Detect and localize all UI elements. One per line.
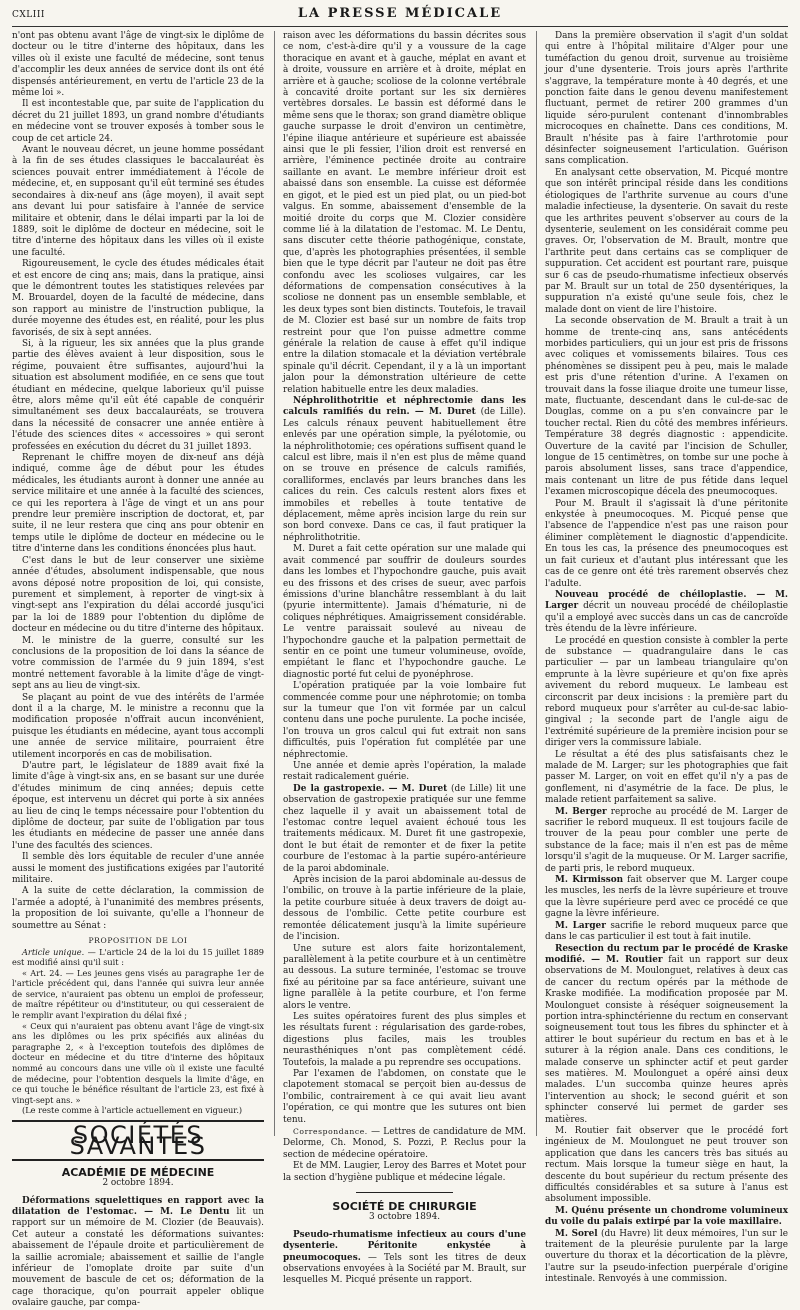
topic-text: — Lettres de candidature de MM. Delorme, Ch. Monod, S. Pozzi, P. Reclus pour la section de médecine opératoire. [283, 1127, 526, 1160]
paragraph: L'opération pratiquée par la voie lombaire fut commencée comme pour une néphrotomie; on tomba sur la tumeur que l'on vit formée par un calcul contenu dans une poche purulente. La poche incisée, l'on trouva un gros calcul qui fut extrait non sans difficultés, puis l'opération fut complétée par une néphrectomie. [283, 681, 526, 760]
speaker-name: — M. Routier [585, 954, 663, 965]
paragraph: Les suites opératoires furent des plus simples et les résultats furent : régularisation des garde-robes, digestions plus faciles, mais les troubles neurasthéniques n'ont pas complètement cédé. Toutefois, la malade a pu reprendre ses occupations. [283, 1011, 526, 1068]
paragraph: D'autre part, le législateur de 1889 avait fixé la limite d'âge à vingt-six ans, en se basant sur une durée d'études minimum de cinq années; depuis cette époque, est intervenu un décret qui porte à six années au lieu de cinq le temps nécessaire pour l'obtention du diplôme de docteur, par suite de l'obligation par tous les étudiants en médecine de passer une année dans l'une des facultés des sciences. [12, 761, 264, 851]
topic-title: Pseudo-rhumatisme infectieux au cours d'une dysenterie. Péritonite enkystée à pneumocoques. [283, 1229, 526, 1263]
topic-text: (de Lille). Les calculs rénaux peuvent habituellement être enlevés par une opération simple, la pyélotomie, ou la néphrolithotomie; ces opérations suffisent quand le calcul est libre, mais il n'en est plus de même quand on se trouve en présence de calculs ramifiés, coralliformes, enclavés par leurs branches dans les calices du rein. Ces calculs restent alors fixes et immobiles et rebelles à toute tentative de déplacement, même après incision large du rein sur son bord convexe. Dans ce cas, il faut pratiquer la néphrolithotritie. [283, 407, 527, 543]
paragraph: C'est dans le but de leur conserver une sixième année d'études, absolument indispensable, que nous avons déposé notre proposition de loi, qui consiste, purement et simplement, à reporter de vingt-six à vingt-sept ans l'expiration du délai accordé jusqu'ici par la loi de 1889 pour l'obtention du diplôme de docteur en médecine ou du titre d'interne des hôpitaux. [12, 555, 264, 635]
topic-title: Déformations squelettiques en rapport avec la dilatation de l'estomac. [12, 1195, 264, 1218]
speaker-name: — M. Duret [384, 783, 448, 794]
article-columns [12, 31, 789, 1309]
section-rule [356, 1192, 453, 1193]
paragraph: La seconde observation de M. Brault a trait à un homme de trente-cinq ans, sans antécédents morbides particuliers, qui un jour est pris de frissons avec coliques et vomissements bilaires. Tous ces phénomènes se dissipent peu à peu, mais le malade est pris d'une rétention d'urine. A l'examen on trouvait dans la fosse iliaque droite une tumeur lisse, mate, fluctuante, descendant dans le cul-de-sac de Douglas, comme on a pu s'en convaincre par le toucher rectal. Rien du côté des membres inférieurs. Température 38 degrés diagnostic : appendicite. Ouverture de la cavité par l'incision de Schuller, longue de 15 centimètres, on tombe sur une poche à parois absolument lisses, sans trace d'appendice, mais contenant un litre de pus fétide dans lequel l'examen microscopique décela des pneumocoques. [545, 316, 788, 498]
paragraph: M. le ministre de la guerre, consulté sur les conclusions de la proposition de loi dans la séance de votre commission de l'armée du 9 juin 1894, s'est montré nettement favorable à la limite d'âge de vingt-sept ans au lieu de vingt-six. [12, 635, 264, 692]
paragraph [283, 784, 526, 875]
paragraph: Se plaçant au point de vue des intérêts de l'armée dont il a la charge, M. le ministre a reconnu que la modification proposée n'offrait aucun inconvénient, puisque les étudiants en médecine, ayant tous accompli une année de service militaire, pourraient être utilement incorporés en cas de mobilisation. [12, 692, 264, 760]
law-article [12, 947, 264, 968]
paragraph [283, 1230, 526, 1287]
paragraph [545, 921, 788, 944]
society-title: SOCIÉTÉ DE CHIRURGIE [332, 1200, 477, 1214]
page-folio: CXLIII [12, 10, 45, 20]
law-paragraph: « Ceux qui n'auraient pas obtenu avant l'âge de vingt-six ans les diplômes ou les prix spécifiés aux alinéas du paragraphe 2, « à l'exception toutefois des diplômes de docteur en médecine et du titre d'interne des hôpitaux nommé au concours dans une ville où il existe une faculté de médecine, pour l'obtention desquels la limite d'âge, en ce qui touche le bénéfice résultant de l'article 23, est fixé à vingt-sept ans. » [12, 1020, 264, 1105]
paragraph [545, 807, 788, 875]
topic-title: Resection du rectum par le procédé de Kraske modifié. [545, 943, 788, 965]
paragraph [545, 944, 788, 1127]
paragraph [545, 875, 788, 921]
topic-text: présente un chondrome volumineux du voile du palais extirpé par la voie maxillaire. [545, 1205, 788, 1228]
topic-text: — Tels sont les titres de deux observations envoyées à la Société par M. Brault, sur lesquelles M. Picqué présente un rapport. [283, 1252, 526, 1286]
paragraph: Une année et demie après l'opération, la malade restait radicalement guérie. [283, 761, 526, 783]
society-date: 3 octobre 1894. [368, 1212, 441, 1223]
law-lead: Article unique. [22, 946, 85, 957]
topic-title: Correspondance. [293, 1127, 368, 1136]
paragraph: M. Routier fait observer que le procédé fort ingénieux de M. Moulonguet ne peut trouver son application que dans les cancers très bas situés au rectum. Mais lorsque la tumeur siège en haut, la descente du bout supérieur du rectum présente des difficultés considérables et sa suture à l'anus est absolument impossible. [545, 1126, 788, 1205]
speaker-name: — M. Larger [545, 589, 789, 612]
topic-title: Nouveau procédé de chéiloplastie. [555, 589, 747, 600]
paragraph [545, 590, 788, 636]
page-header [12, 6, 788, 27]
paragraph: Le résultat a été des plus satisfaisants chez le malade de M. Larger; sur les photographies que fait passer M. Larger, on voit en effet qu'il n'y a pas de gonflement, ni d'asymétrie de la face. De plus, le malade retient parfaitement sa salive. [545, 749, 788, 806]
law-paragraph: « Art. 24. — Les jeunes gens visés au paragraphe 1er de l'article précédent qui, dans l'année qui suivra leur année de service, n'auraient pas obtenu un emploi de professeur, de maître répétiteur ou d'instituteur, ou qui cesseraient de le remplir avant l'expiration du délai fixé ; [12, 967, 264, 1021]
paragraph: Après incision de la paroi abdominale au-dessus de l'ombilic, on trouve à la partie inférieure de la plaie, la petite courbure située à deux travers de doigt au-dessous de l'ombilic. Cette petite courbure est remontée délicatement jusqu'à la limite supérieure de l'incision. [283, 875, 526, 943]
topic-text: décrit un nouveau procédé de chéiloplastie qu'il a employé avec succès dans un cas de cancroïde très étendu de la lèvre inférieure. [545, 601, 788, 635]
paragraph: Une suture est alors faite horizontalement, parallèlement à la petite courbure et à un centimètre au dessous. La suture terminée, l'estomac se trouve fixé au péritoine par sa face antérieure, suivant une ligne parallèle à la petite courbure, et l'on ferme alors le ventre. [283, 943, 526, 1011]
topic-text: (du Havre) lit deux mémoires, l'un sur le traitement de la pleurésie purulente par la large ouverture du thorax et la décortication de la plèvre, l'autre sur la pseudo-infection puerpérale d'origine intestinale. Renvoyés à une commission. [545, 1228, 788, 1285]
paragraph [545, 1206, 788, 1229]
column-1 [12, 31, 264, 1309]
law-paragraph: (Le reste comme à l'article actuellement en vigueur.) [22, 1105, 243, 1116]
paragraph: Et de MM. Laugier, Leroy des Barres et Motet pour la section d'hygiène publique et médecine légale. [283, 1161, 526, 1183]
paragraph: Reprenant le chiffre moyen de dix-neuf ans déjà indiqué, comme âge de début pour les études médicales, les étudiants auront à donner une année au service militaire et une année à la faculté des sciences, ce qui les reportera à l'âge de vingt et un ans pour prendre leur première inscription de doctorat, et, par suite, il ne leur restera que cinq ans pour obtenir en temps utile le diplôme de docteur en médecine ou le titre d'interne dans les conditions énoncées plus haut. [12, 453, 264, 555]
law-title: PROPOSITION DE LOI [88, 936, 188, 946]
speaker-name: M. Kirmisson [555, 875, 624, 886]
paragraph: M. Duret a fait cette opération sur une malade qui avait commencé par souffrir de douleurs sourdes dans les lombes et l'hypochondre gauche, puis avait eu des frissons et des crises de sueur, avec parfois émissions d'urine blanchâtre ressemblant à du lait (pyurie intermittente). Jamais d'hématurie, ni de coliques néphrétiques. Amaigrissement considérable. Le ventre paraissait soulevé au niveau de l'hypochondre gauche et la palpation permettait de sentir en ce point une tumeur volumineuse, ovoïde, empiétant le flanc et l'hypochondre gauche. Le diagnostic porté fut celui de pyonéphrose. [283, 544, 526, 680]
topic-text: reproche au procédé de M. Larger de sacrifier le rebord muqueux. Il est toujours facile de trouver de la peau pour combler une perte de substance de la face; mais il n'en est pas de même lorsqu'il s'agit de la muqueuse. Or M. Larger sacrifie, de parti pris, le rebord muqueux. [545, 806, 788, 874]
speaker-name: — M. Duret [409, 407, 476, 418]
column-3 [536, 31, 789, 1285]
topic-text: lit un rapport sur un mémoire de M. Clozier (de Beauvais). Cet auteur a constaté les déformations suivantes: abaissement de l'épaule droite et particulièrement de la saillie acromiale; abaissement et saillie de l'angle inférieur de l'omoplate droite par suite d'un mouvement de bascule de cet os; déformation de la cage thoracique, qu'on pourrait appeler oblique ovalaire gauche, par compa- [12, 1207, 264, 1309]
speaker-name: M. Quénu [555, 1205, 605, 1216]
paragraph: Rigoureusement, le cycle des études médicales était et est encore de cinq ans; mais, dans la pratique, ainsi que le démontrent toutes les statistiques relevées par M. Brouardel, doyen de la faculté de médecine, dans son rapport au ministre de l'instruction publique, la durée moyenne des études est, en réalité, pour les plus favorisés, de six à sept années. [12, 259, 264, 338]
topic-title: Néphrolithotritie et néphrectomie dans les calculs ramifiés du rein. [283, 396, 526, 418]
paragraph: Dans la première observation il s'agit d'un soldat qui entre à l'hôpital militaire d'Alger pour une tuméfaction du genou droit, survenue au troisième jour d'une dysenterie. Trois jours après l'arthrite s'aggrave, la température monte à 40 degrés, et une ponction faite dans le genou devenu manifestement fluctuant, permet de retirer 200 grammes d'un liquide séro-purulent contenant d'innombrables microcoques en chaînette. Dans ces conditions, M. Brault n'hésite pas à faire l'arthrotomie pour désinfecter soigneusement l'articulation. Guérison sans complication. [545, 31, 788, 167]
topic-text: sacrifie le rebord muqueux parce que dans le cas particulier il est tout à fait inutile. [545, 920, 788, 943]
paragraph: A la suite de cette déclaration, la commission de l'armée a adopté, à l'unanimité des membres présents, la proposition de loi suivante, qu'elle a l'honneur de soumettre au Sénat : [12, 886, 264, 931]
society-date: 2 octobre 1894. [102, 1178, 174, 1189]
paragraph: raison avec les déformations du bassin décrites sous ce nom, c'est-à-dire qu'il y a voussure de la cage thoracique en avant et à gauche, méplat en avant et à droite, voussure en arrière et à droite, méplat en arrière et à gauche; scoliose de la colonne vertébrale à concavité droite portant sur les six dernières vertèbres dorsales. Le bassin est déformé dans le même sens que le thorax; son grand diamètre oblique gauche surpasse le droit d'environ un centimètre, l'épine iliaque antérieure et supérieure est abaissée ainsi que le pli fessier, l'ilion droit est renversé en arrière, l'éminence pectinée droite au contraire saillante en avant. Le membre inférieur droit est abaissé dans son ensemble. La cuisse est déformée en gigot, et le pied est un pied plat, ou un pied-bot valgus. En somme, abaissement d'ensemble de la moitié droite du corps que M. Clozier considère comme lié à la dilatation de l'estomac. M. Le Dentu, sans discuter cette théorie pathogénique, constate, que, d'après les photographies présentées, il semble bien que le type décrit par l'auteur ne doit pas être confondu avec les scolioses vulgaires, car les déformations de compensation consécutives à la scoliose ne donnent pas un ensemble semblable, et les deux types sont bien distincts. Toutefois, le travail de M. Clozier est basé sur un nombre de faits trop restreint pour que l'on puisse admettre comme générale la relation de cause à effet qu'il indique entre la dilation stomacale et la déviation vertébrale spinale qu'il décrit. Cependant, il y a là un important jalon pour la démonstration ultérieure de cette relation habituelle entre les deux maladies. [283, 31, 526, 395]
paragraph: Il semble dès lors équitable de reculer d'une année aussi le moment des justifications exigées par l'autorité militaire. [12, 852, 264, 886]
paragraph: Avant le nouveau décret, un jeune homme possédant à la fin de ses études classiques le baccalauréat ès sciences pouvait entrer immédiatement à l'école de médecine, et, en supposant qu'il eût terminé ses études secondaires à dix-neuf ans (âge moyen), il avait sept ans devant lui pour satisfaire à l'année de service militaire et obtenir, dans le délai imparti par la loi de 1889, soit le diplôme de docteur en médecine, soit le titre d'interne des hôpitaux dans les villes où il existe une faculté. [12, 145, 264, 258]
paragraph [283, 1126, 526, 1161]
paragraph: Il est incontestable que, par suite de l'application du décret du 21 juillet 1893, un grand nombre d'étudiants en médecine vont se trouver exposés à tomber sous le coup de cet article 24. [12, 99, 264, 144]
paragraph: En analysant cette observation, M. Picqué montre que son intérêt principal réside dans les conditions étiologiques de l'arthrite survenue au cours d'une maladie infectieuse, la dysenterie. On savait du reste que les arthrites peuvent s'observer au cours de la dysenterie, seulement on les considérait comme peu graves. Or, l'observation de M. Brault, montre que l'arthrite peut dans certains cas se compliquer de suppuration. Cet accident est pourtant rare, puisque sur 6 cas de pseudo-rhumatisme infectieux observés par M. Brault sur un total de 250 dysentériques, la suppuration n'a existé qu'une seule fois, chez le malade dont on vient de lire l'histoire. [545, 167, 788, 315]
paragraph: Par l'examen de l'abdomen, on constate que le clapotement stomacal se perçoit bien au-dessus de l'ombilic, contrairement à ce qui avait lieu avant l'opération, ce qui montre que les sutures ont bien tenu. [283, 1068, 526, 1125]
topic-text: fait observer que M. Larger coupe les muscles, les nerfs de la lèvre supérieure et trouve que la lèvre supérieure perd avec ce procédé ce que gagne la lèvre inférieure. [545, 875, 788, 920]
topic-text: (de Lille) lit une observation de gastropexie pratiquée sur une femme chez laquelle il y avait un abaissement total de l'estomac contre lequel avaient échoué tous les traitements médicaux. M. Duret fit une gastropexie, dont le but était de remonter et de fixer la petite courbure de l'estomac à la partie supéro-antérieure de la paroi abdominale. [283, 783, 526, 874]
topic-text: fait un rapport sur deux observations de M. Moulonguet, relatives à deux cas de cancer du rectum opérés par la méthode de Kraske modifiée. La modification proposée par M. Moulonguet consiste à réséquer soigneusement la portion intra-sphinctérienne du rectum en conservant soigneusement tout tous les fibres du sphincter et à attirer le bout supérieur du rectum en bas et à le suturer à la région anale. Dans ces conditions, le malade conserve un sphincter actif et peut garder ses matières. M. Moulonguet a opéré ainsi deux malades. L'un succomba quinze heures après l'intervention au shock; le second guérit et son sphincter conservé lui permet de garder ses matières. [545, 954, 789, 1125]
paragraph: n'ont pas obtenu avant l'âge de vingt-six le diplôme de docteur ou le titre d'interne des hôpitaux, dans les villes où il existe une faculté de médecine, sont tenus d'accomplir les deux années de service dont ils ont été dispensés antérieurement, en vertu de l'article 23 de la même loi ». [12, 31, 264, 99]
paragraph: Si, à la rigueur, les six années que la plus grande partie des élèves avaient à leur disposition, sous le régime, pouvaient être suffisantes, aujourd'hui la situation est absolument modifiée, en ce sens que tout étudiant en médecine, quelque laborieux qu'il puisse être, alors même qu'il eût été capable de conquérir simultanément ses deux baccalauréats, se trouvera dans la nécessité de consacrer une année entière à l'étude des sciences dites « accessoires » qui seront professées en exécution du décret du 31 juillet 1893. [12, 338, 264, 452]
speaker-name: M. Larger [555, 920, 606, 931]
topic-title: De la gastropexie. [293, 783, 385, 794]
paragraph [283, 396, 526, 544]
publication-title: LA PRESSE MÉDICALE [297, 6, 503, 21]
paragraph: Pour M. Brault il s'agissait là d'une péritonite enkystée à pneumocoques. M. Picqué pense que l'absence de l'appendice n'est pas une raison pour éliminer complètement le diagnostic d'appendicite. En tous les cas, la présence des pneumocoques est un fait curieux et d'autant plus intéressant que les cas de ce genre ont été très rarement observés chez l'adulte. [545, 498, 788, 589]
speaker-name: M. Sorel [555, 1228, 598, 1239]
society-title: ACADÉMIE DE MÉDECINE [61, 1165, 215, 1179]
speaker-name: — M. Le Dentu [136, 1207, 230, 1218]
speaker-name: M. Berger [555, 806, 607, 817]
paragraph [545, 1229, 788, 1286]
column-2 [274, 31, 527, 1286]
law-text: — L'article 24 de la loi du 15 juillet 1889 est modifié ainsi qu'il suit : [12, 946, 264, 968]
section-band-title: SOCIÉTÉS SAVANTES [12, 1124, 264, 1161]
paragraph: Le procédé en question consiste à combler la perte de substance — quadrangulaire dans le cas particulier — par un lambeau triangulaire qu'on emprunte à la lèvre supérieure et qu'on fixe après avivement du rebord muqueux. Le lambeau est circonscrit par deux incisions : la première part du rebord muqueux pour s'arrêter au cul-de-sac labio-gingival ; la seconde part de l'angle aigu de l'extrémité supérieure de la première incision pour se diriger vers la commissure labiale. [545, 635, 789, 749]
paragraph [12, 1196, 264, 1310]
